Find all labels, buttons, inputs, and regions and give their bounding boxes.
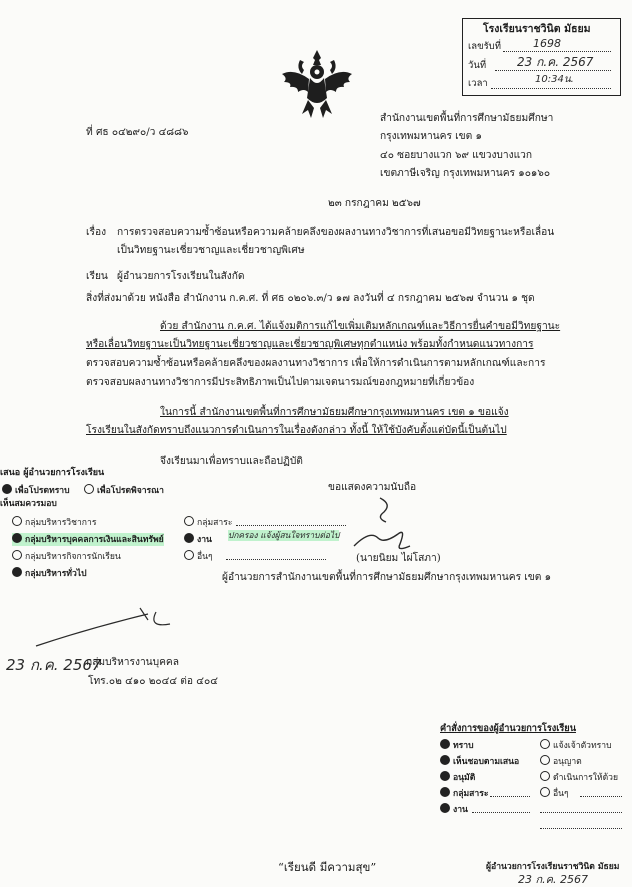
checked-circle-icon: [440, 803, 450, 813]
director-stamp-footer-title: ผู้อำนวยการโรงเรียนราชวินิต มัธยม: [486, 862, 620, 872]
director-stamp-title: คำสั่งการของผู้อำนวยการโรงเรียน: [440, 723, 576, 734]
paragraph-2-line-1: ในการนี้ สำนักงานเขตพื้นที่การศึกษามัธยมศึกษากรุงเทพมหานคร เขต ๑ ขอแจ้ง: [160, 407, 509, 418]
subject-line-2: เป็นวิทยฐานะเชี่ยวชาญและเชี่ยวชาญพิเศษ: [117, 245, 305, 256]
circle-icon: [12, 550, 22, 560]
subject-label: เรื่อง: [86, 227, 107, 238]
routing-option-inform[interactable]: เพื่อโปรดทราบ: [2, 484, 70, 497]
circle-icon: [84, 484, 94, 494]
receipt-no-label: เลขรับที่: [468, 41, 501, 52]
receipt-time-value: 10:34น.: [535, 74, 574, 85]
paragraph-1-line-3: ตรวจสอบความซ้ำซ้อนหรือคล้ายคลึงของผลงานทางวิชาการ เพื่อให้การดำเนินการตามหลักเกณฑ์และการ: [86, 358, 546, 369]
receipt-time-label: เวลา: [468, 78, 488, 89]
checked-circle-icon: [440, 771, 450, 781]
checked-circle-icon: [440, 739, 450, 749]
paragraph-1-line-2: หรือเลื่อนวิทยฐานะเป็นวิทยฐานะเชี่ยวชาญและเชี่ยวชาญพิเศษทุกตำแหน่ง พร้อมทั้งกำหนดแนวทางการ: [86, 339, 534, 350]
signature-scribble: [340, 494, 420, 556]
circle-icon: [540, 739, 550, 749]
director-option-approve-proposal[interactable]: เห็นชอบตามเสนอ: [440, 755, 519, 768]
routing-dept-subject-group[interactable]: กลุ่มสาระ: [184, 516, 232, 529]
circle-icon: [540, 787, 550, 797]
routing-dept-work-note: ปกครอง แจ้งผู้สนใจทราบต่อไป: [228, 530, 340, 540]
circle-icon: [184, 550, 194, 560]
circle-icon: [540, 771, 550, 781]
director-option-subject-group[interactable]: กลุ่มสาระ: [440, 787, 488, 800]
routing-dept-personnel[interactable]: กลุ่มบริหารบุคคลการเงินและสินทรัพย์: [12, 533, 164, 546]
garuda-emblem-icon: [278, 48, 356, 120]
receipt-date-value: 23 ก.ค. 2567: [517, 55, 594, 69]
director-option-permit[interactable]: อนุญาต: [540, 755, 582, 768]
routing-assign-title: เห็นสมควรมอบ: [0, 499, 57, 509]
enclosure-line: สิ่งที่ส่งมาด้วย หนังสือ สำนักงาน ก.ค.ศ. ที่ ศธ ๐๒๐๖.๓/ว ๑๗ ลงวันที่ ๔ กรกฎาคม ๒๕๖๗ จำนวน ๑ ชุด: [86, 293, 535, 304]
signer-name: (นายนิยม ไผ่โสภา): [356, 553, 441, 564]
document-date: ๒๓ กรกฎาคม ๒๕๖๗: [328, 198, 421, 209]
circle-icon: [540, 755, 550, 765]
routing-dept-general[interactable]: กลุ่มบริหารทั่วไป: [12, 567, 87, 580]
closing-line: จึงเรียนมาเพื่อทราบและถือปฏิบัติ: [160, 456, 303, 467]
director-stamp-footer-date: 23 ก.ค. 2567: [518, 873, 588, 886]
document-number: ที่ ศธ ๐๔๒๙๐/ว ๔๘๘๖: [86, 127, 189, 138]
agency-address-2: เขตภาษีเจริญ กรุงเทพมหานคร ๑๐๑๖๐: [380, 168, 551, 179]
footer-department: กลุ่มบริหารงานบุคคล: [86, 657, 179, 668]
director-option-work[interactable]: งาน: [440, 803, 468, 816]
receipt-no-value: 1698: [533, 37, 561, 50]
receipt-date-label: วันที่: [468, 60, 487, 71]
to-text: ผู้อำนวยการโรงเรียนในสังกัด: [117, 271, 245, 282]
circle-icon: [12, 516, 22, 526]
regards: ขอแสดงความนับถือ: [328, 482, 417, 493]
checked-circle-icon: [184, 533, 194, 543]
agency-name-line2: กรุงเทพมหานคร เขต ๑: [380, 131, 482, 142]
paragraph-1-line-1: ด้วย สำนักงาน ก.ค.ศ. ได้แจ้งมติการแก้ไขเพิ่มเติมหลักเกณฑ์และวิธีการยื่นคำขอมีวิทยฐานะ: [160, 321, 561, 332]
paragraph-2-line-2: โรงเรียนในสังกัดทราบถึงแนวการดำเนินการในเรื่องดังกล่าว ทั้งนี้ ให้ใช้บังคับตั้งแต่บัดนี้เป็นต้นไป: [86, 425, 507, 436]
director-option-proceed[interactable]: ดำเนินการให้ด้วย: [540, 771, 618, 784]
routing-title: เสนอ ผู้อำนวยการโรงเรียน: [0, 468, 105, 478]
routing-dept-academic[interactable]: กลุ่มบริหารวิชาการ: [12, 516, 96, 529]
routing-dept-other[interactable]: อื่นๆ: [184, 550, 213, 563]
circle-icon: [184, 516, 194, 526]
agency-name: สำนักงานเขตพื้นที่การศึกษามัธยมศึกษา: [380, 113, 554, 124]
initial-scribble: [30, 606, 180, 652]
routing-dept-student-affairs[interactable]: กลุ่มบริหารกิจการนักเรียน: [12, 550, 121, 563]
checked-circle-icon: [2, 484, 12, 494]
director-option-authorize[interactable]: อนุมัติ: [440, 771, 475, 784]
checked-circle-icon: [12, 533, 22, 543]
paragraph-1-line-4: ตรวจสอบผลงานทางวิชาการมีประสิทธิภาพเป็นไปตามเจตนารมณ์ของกฎหมายที่เกี่ยวข้อง: [86, 377, 475, 388]
checked-circle-icon: [440, 787, 450, 797]
checked-circle-icon: [12, 567, 22, 577]
agency-address-1: ๔๐ ซอยบางแวก ๖๙ แขวงบางแวก: [380, 150, 533, 161]
signer-position: ผู้อำนวยการสำนักงานเขตพื้นที่การศึกษามัธยมศึกษากรุงเทพมหานคร เขต ๑: [222, 572, 552, 583]
checked-circle-icon: [440, 755, 450, 765]
receipt-school: โรงเรียนราชวินิต มัธยม: [483, 23, 591, 35]
director-option-notify-person[interactable]: แจ้งเจ้าตัวทราบ: [540, 739, 612, 752]
director-option-other[interactable]: อื่นๆ: [540, 787, 569, 800]
footer-stamp-date: 23 ก.ค. 2567: [6, 656, 102, 674]
routing-option-consider[interactable]: เพื่อโปรดพิจารณา: [84, 484, 164, 497]
routing-dept-work[interactable]: งาน: [184, 533, 212, 546]
to-label: เรียน: [86, 271, 108, 282]
receipt-stamp: [462, 18, 621, 96]
subject-line-1: การตรวจสอบความซ้ำซ้อนหรือความคล้ายคลึงของผลงานทางวิชาการที่เสนอขอมีวิทยฐานะหรือเลื่อน: [117, 227, 555, 238]
footer-phone: โทร.๐๒ ๔๑๐ ๒๐๔๔ ต่อ ๔๐๔: [88, 676, 218, 687]
school-motto: “เรียนดี มีความสุข”: [278, 860, 377, 874]
director-option-acknowledge[interactable]: ทราบ: [440, 739, 474, 752]
